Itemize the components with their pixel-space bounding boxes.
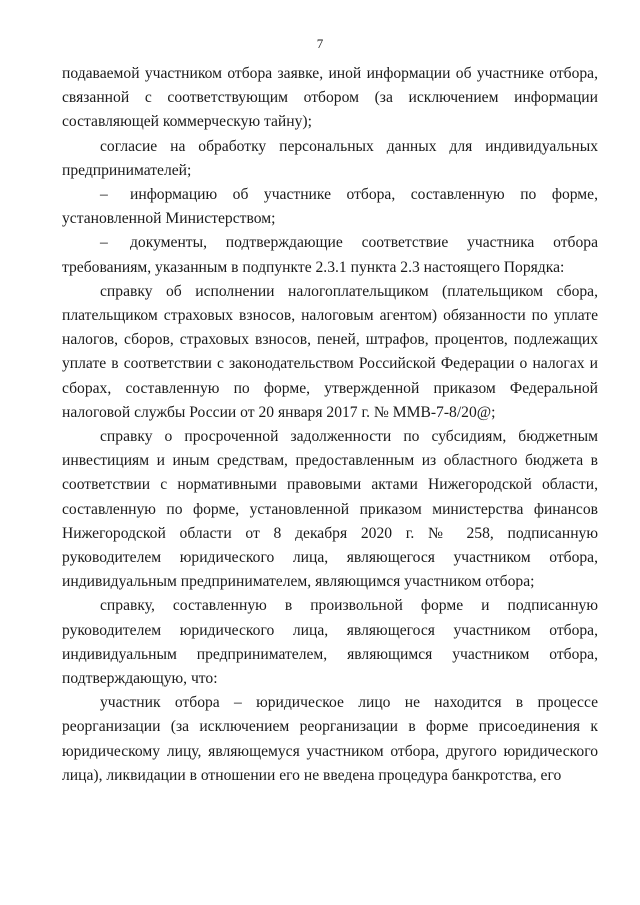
paragraph-text: участник отбора – юридическое лицо не находится в процессе реорганизации (за исключением реорганизации в форме присоединения к юридическому лицу, являющемуся участником отбора, другого юридического лица), ликвидации в отношении его не введена процедура банкротства, его (62, 694, 598, 784)
paragraph (62, 231, 598, 279)
page-number: 7 (316, 36, 324, 51)
paragraph-text: согласие на обработку персональных данных для индивидуальных предпринимателей; (62, 137, 598, 179)
paragraph-text: справку об исполнении налогоплательщиком (плательщиком сбора, плательщиком страховых взносов, налоговым агентом) обязанности по уплате налогов, сборов, страховых взносов, пеней, штрафов, процентов, подлежащих уплате в соответствии с законодательством Российской Федерации о налогах и сборах, составленную по форме, утвержденной приказом Федеральной налоговой службы России от 20 января 2017 г. № ММВ-7-8/20@; (62, 282, 598, 421)
paragraph-text: информацию об участнике отбора, составленную по форме, установленной Министерством; (62, 186, 598, 228)
paragraph-text: подаваемой участником отбора заявке, иной информации об участнике отбора, связанной с соответствующим отбором (за исключением информации составляющей коммерческую тайну); (62, 65, 598, 131)
list-dash: – (100, 234, 108, 252)
paragraph-text: документы, подтверждающие соответствие участника отбора требованиям, указанным в подпункте 2.3.1 пункта 2.3 настоящего Порядка: (62, 234, 598, 276)
list-dash: – (100, 186, 108, 204)
paragraph (62, 62, 598, 135)
paragraph (62, 594, 598, 691)
document-body (62, 62, 598, 788)
paragraph (62, 425, 598, 594)
paragraph (62, 135, 598, 183)
paragraph-text: справку о просроченной задолженности по субсидиям, бюджетным инвестициям и иным средствам, предоставленным из областного бюджета в соответствии с нормативными правовыми актами Нижегородской области, составленную по форме, установленной приказом министерства финансов Нижегородской области от 8 декабря 2020 г. № 258, подписанную руководителем юридического лица, являющегося участником отбора, индивидуальным предпринимателем, являющимся участником отбора; (62, 428, 598, 591)
paragraph (62, 691, 598, 788)
paragraph (62, 183, 598, 231)
paragraph-text: справку, составленную в произвольной форме и подписанную руководителем юридического лица, являющегося участником отбора, индивидуальным предпринимателем, являющимся участником отбора, подтверждающую, что: (62, 597, 598, 688)
paragraph (62, 280, 598, 425)
